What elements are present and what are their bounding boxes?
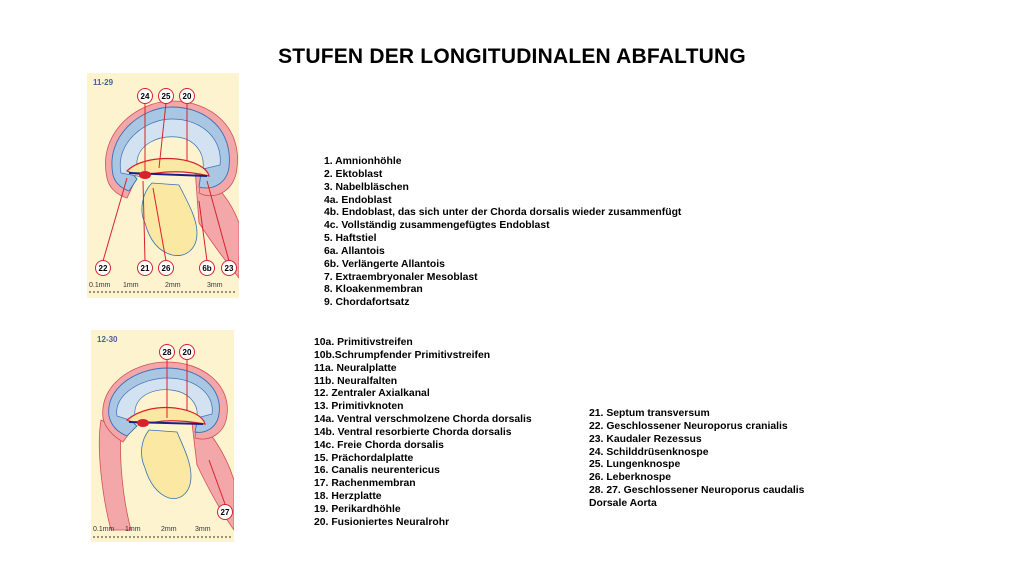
legend-item: 1. Amnionhöhle xyxy=(324,156,402,167)
legend-item: 4a. Endoblast xyxy=(324,194,392,206)
embryo-figure-11-29 xyxy=(87,73,239,298)
svg-text:27: 27 xyxy=(220,508,230,517)
legend-item: 6b. Verlängerte Allantois xyxy=(324,258,445,270)
bottom-label-23 xyxy=(222,261,237,276)
top-label-28 xyxy=(160,345,175,360)
legend-item: 4c. Vollständig zusammengefügtes Endoblast xyxy=(324,220,550,232)
legend-item: 15. Prächordalplatte xyxy=(314,452,414,464)
legend-item: 11a. Neuralplatte xyxy=(314,362,397,374)
legend-item: 8. Kloakenmembran xyxy=(324,284,423,296)
legend-item: 21. Septum transversum xyxy=(589,408,710,419)
svg-text:3mm: 3mm xyxy=(207,282,223,289)
legend-item: 14c. Freie Chorda dorsalis xyxy=(314,439,444,451)
legend-item: 19. Perikardhöhle xyxy=(314,503,401,515)
svg-text:0.1mm: 0.1mm xyxy=(93,526,115,533)
legend-item: 9. Chordafortsatz xyxy=(324,297,410,309)
top-label-25 xyxy=(159,89,174,104)
top-label-24 xyxy=(138,89,153,104)
legend-item: 25. Lungenknospe xyxy=(589,459,681,471)
svg-text:2mm: 2mm xyxy=(165,282,181,289)
embryo-figure-12-30 xyxy=(91,330,234,542)
svg-text:2mm: 2mm xyxy=(161,526,177,533)
svg-text:25: 25 xyxy=(161,92,171,101)
legend-item: 14b. Ventral resorbierte Chorda dorsalis xyxy=(314,426,512,438)
legend-item: 16. Canalis neurentericus xyxy=(314,465,440,477)
figure-id-label: 12-30 xyxy=(97,335,118,344)
figure-id-label: 11-29 xyxy=(93,78,114,87)
legend-item: 14a. Ventral verschmolzene Chorda dorsalis xyxy=(314,414,532,426)
svg-text:3mm: 3mm xyxy=(195,526,211,533)
legend-item: 7. Extraembryonaler Mesoblast xyxy=(324,271,478,283)
legend-item: 3. Nabelbläschen xyxy=(324,181,409,193)
svg-text:26: 26 xyxy=(161,264,171,273)
svg-text:28: 28 xyxy=(162,348,172,357)
legend-item: 5. Haftstiel xyxy=(324,233,377,245)
svg-text:0.1mm: 0.1mm xyxy=(89,282,111,289)
top-label-20 xyxy=(180,89,195,104)
legend-item: 12. Zentraler Axialkanal xyxy=(314,388,430,400)
side-label-27 xyxy=(218,505,233,520)
legend-list-1 xyxy=(324,156,681,310)
svg-text:23: 23 xyxy=(224,264,234,273)
legend-item: 22. Geschlossener Neuroporus cranialis xyxy=(589,420,788,432)
bottom-label-6b xyxy=(200,261,215,276)
legend-item: 2. Ektoblast xyxy=(324,168,383,180)
bottom-label-22 xyxy=(96,261,111,276)
legend-item: 18. Herzplatte xyxy=(314,491,382,503)
svg-text:21: 21 xyxy=(140,264,150,273)
legend-item: 26. Leberknospe xyxy=(589,472,672,484)
legend-item: 6a. Allantois xyxy=(324,245,385,257)
page-title: STUFEN DER LONGITUDINALEN ABFALTUNG xyxy=(278,45,746,68)
legend-item: 24. Schilddrüsenknospe xyxy=(589,446,709,458)
svg-text:20: 20 xyxy=(182,92,192,101)
legend-list-2 xyxy=(314,337,532,530)
legend-item: 4b. Endoblast, das sich unter der Chorda dorsalis wieder zusammenfügt xyxy=(324,207,682,219)
svg-text:24: 24 xyxy=(140,92,150,101)
svg-text:1mm: 1mm xyxy=(123,282,139,289)
legend-item: 10b.Schrumpfender Primitivstreifen xyxy=(314,349,491,361)
svg-text:22: 22 xyxy=(98,264,108,273)
bottom-label-21 xyxy=(138,261,153,276)
bottom-label-26 xyxy=(159,261,174,276)
svg-text:20: 20 xyxy=(182,348,192,357)
top-label-20 xyxy=(180,345,195,360)
legend-item: Dorsale Aorta xyxy=(589,497,657,509)
legend-item: 11b. Neuralfalten xyxy=(314,375,398,387)
legend-item: 20. Fusioniertes Neuralrohr xyxy=(314,516,450,528)
legend-item: 13. Primitivknoten xyxy=(314,401,404,413)
svg-text:1mm: 1mm xyxy=(125,526,141,533)
svg-text:6b: 6b xyxy=(202,264,212,273)
legend-item: 23. Kaudaler Rezessus xyxy=(589,433,702,445)
heart-region xyxy=(137,419,149,427)
legend-list-3 xyxy=(589,408,804,511)
legend-item: 28. 27. Geschlossener Neuroporus caudalis xyxy=(589,485,805,497)
legend-item: 10a. Primitivstreifen xyxy=(314,337,413,348)
legend-item: 17. Rachenmembran xyxy=(314,478,416,490)
